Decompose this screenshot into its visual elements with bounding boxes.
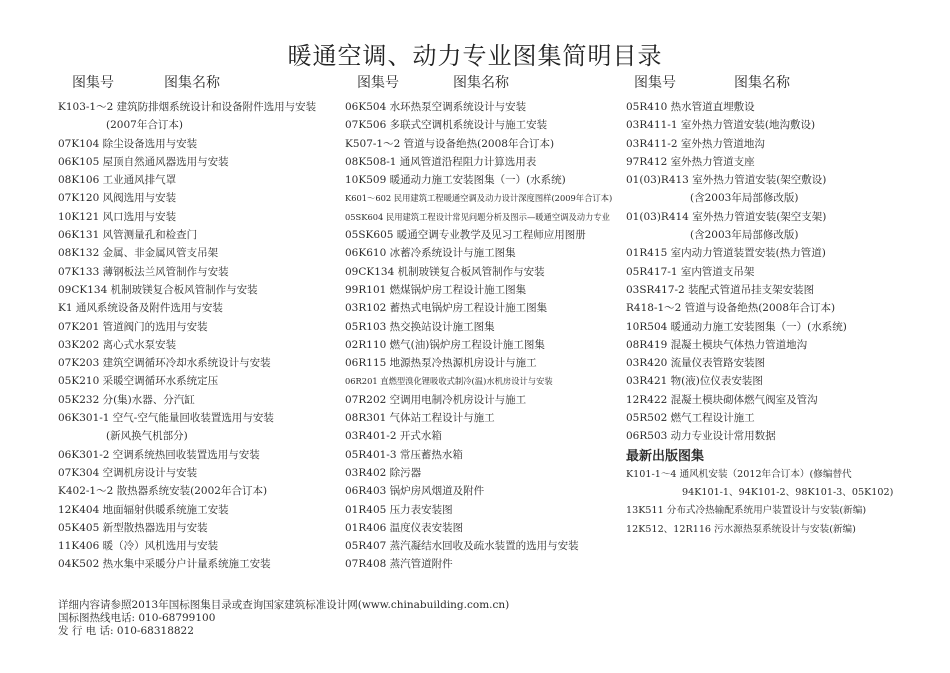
list-item: (2007年合订本) xyxy=(106,119,183,132)
list-item: 12K512、12R116 污水源热泵系统设计与安装(新编) xyxy=(626,523,856,535)
column-header xyxy=(345,72,630,92)
list-item: K1 通风系统设备及附件选用与安装 xyxy=(58,302,223,315)
list-item: 94K101-1、94K101-2、98K101-3、05K102) xyxy=(682,486,894,498)
list-item: 13K511 分布式冷热输配系统用户装置设计与安装(新编) xyxy=(626,505,867,517)
list-item: R418-1～2 管道与设备绝热(2008年合订本) xyxy=(626,302,836,315)
list-item: K601～602 民用建筑工程暖通空调及动力设计深度图样(2009年合订本) xyxy=(345,193,613,204)
list-item: 05R502 燃气工程设计施工 xyxy=(626,412,755,425)
list-item: 06R115 地源热泵冷热源机房设计与施工 xyxy=(345,357,537,370)
name-label: 图集名称 xyxy=(453,75,509,91)
list-item: 03R402 除污器 xyxy=(345,466,422,479)
list-item: 06K301-2 空调系统热回收装置选用与安装 xyxy=(58,448,260,461)
list-item: 01R415 室内动力管道装置安装(热力管道) xyxy=(626,247,826,260)
list-item: 05SK605 暖通空调专业教学及见习工程师应用图册 xyxy=(345,229,586,242)
catalog-list xyxy=(58,98,348,574)
list-item: 06K105 屋顶自然通风器选用与安装 xyxy=(58,155,229,168)
list-item: 07K133 薄钢板法兰风管制作与安装 xyxy=(58,265,229,278)
code-label: 图集号 xyxy=(72,75,114,91)
list-item: 07K201 管道阀门的选用与安装 xyxy=(58,320,208,333)
list-item: 06K610 冰蓄冷系统设计与施工图集 xyxy=(345,247,516,260)
code-label: 图集号 xyxy=(357,75,399,91)
column-header xyxy=(58,72,348,92)
list-item: 07R202 空调用电制冷机房设计与施工 xyxy=(345,393,527,406)
list-item: K507-1～2 管道与设备绝热(2008年合订本) xyxy=(345,137,555,150)
name-label: 图集名称 xyxy=(734,75,790,91)
list-item: 05R410 热水管道直埋敷设 xyxy=(626,101,755,113)
list-item: 01(03)R414 室外热力管道安装(架空支架) xyxy=(626,210,827,223)
list-item: 02R110 燃气(油)锅炉房工程设计施工图集 xyxy=(345,338,545,351)
list-item: K402-1～2 散热器系统安装(2002年合订本) xyxy=(58,485,268,498)
catalog-column-3 xyxy=(626,72,926,539)
list-item: 05R417-1 室内管道支吊架 xyxy=(626,265,755,278)
list-item: 10K121 风口选用与安装 xyxy=(58,210,177,223)
list-item: 01R406 温度仪表安装图 xyxy=(345,521,464,534)
list-item: 12R422 混凝土模块砌体燃气阀室及管沟 xyxy=(626,393,818,406)
page-title: 暖通空调、动力专业图集简明目录 xyxy=(287,42,663,70)
list-item: 05R103 热交换站设计施工图集 xyxy=(345,320,495,333)
code-label: 图集号 xyxy=(634,75,676,91)
list-item: 09CK134 机制玻镁复合板风管制作与安装 xyxy=(345,265,545,278)
name-label: 图集名称 xyxy=(164,75,220,91)
list-item: 06R201 直燃型溴化锂吸收式制冷(温)水机房设计与安装 xyxy=(345,376,553,387)
list-item: 03R421 物(液)位仪表安装图 xyxy=(626,375,763,388)
list-item: 97R412 室外热力管道支座 xyxy=(626,155,755,168)
list-item: (新风换气机部分) xyxy=(106,430,188,443)
catalog-column-1 xyxy=(58,72,348,574)
list-item: 06R503 动力专业设计常用数据 xyxy=(626,430,776,443)
list-item: 03R102 蓄热式电锅炉房工程设计施工图集 xyxy=(345,302,548,315)
list-item: K101-1～4 通风机安装（2012年合订本）(修编替代 xyxy=(626,468,852,480)
list-item: 06K131 风管测量孔和检查门 xyxy=(58,229,198,242)
list-item: 07K304 空调机房设计与安装 xyxy=(58,466,198,479)
list-item: 10K509 暖通动力施工安装图集（一）(水系统) xyxy=(345,174,566,187)
list-item: 04K502 热水集中采暖分户计量系统施工安装 xyxy=(58,558,271,571)
footer-reference: 详细内容请参照2013年国标图集目录或查询国家建筑标准设计网(www.chinabuilding.com.cn) xyxy=(58,599,510,611)
list-item: 03K202 离心式水泵安装 xyxy=(58,338,177,351)
list-item: 12K404 地面辐射供暖系统施工安装 xyxy=(58,503,229,516)
footer-sales-phone: 发 行 电 话: 010-68318822 xyxy=(58,625,194,637)
list-item: 08R301 气体站工程设计与施工 xyxy=(345,412,495,425)
list-item: 07K120 风阀选用与安装 xyxy=(58,192,177,205)
list-item: 09CK134 机制玻镁复合板风管制作与安装 xyxy=(58,283,258,296)
list-item: 07K104 除尘设备选用与安装 xyxy=(58,137,198,150)
list-item: 06K301-1 空气-空气能量回收装置选用与安装 xyxy=(58,412,274,425)
list-item: 03R411-1 室外热力管道安装(地沟敷设) xyxy=(626,119,816,132)
list-item: 05R401-3 常压蓄热水箱 xyxy=(345,448,463,461)
footer xyxy=(58,599,509,638)
list-item: 08K132 金属、非金属风管支吊架 xyxy=(58,247,219,260)
list-item: 05K232 分(集)水器、分汽缸 xyxy=(58,393,195,406)
list-item: 11K406 暖（冷）风机选用与安装 xyxy=(58,540,219,553)
list-item: 10R504 暖通动力施工安装图集（一）(水系统) xyxy=(626,320,847,333)
list-item: 08K508-1 通风管道沿程阻力计算选用表 xyxy=(345,155,537,168)
list-item: 06K504 水环热泵空调系统设计与安装 xyxy=(345,101,527,113)
list-item: 08R419 混凝土模块气体热力管道地沟 xyxy=(626,338,808,351)
list-item: (含2003年局部修改版) xyxy=(690,192,799,205)
new-publications-list xyxy=(626,466,926,539)
list-item: (含2003年局部修改版) xyxy=(690,229,799,242)
list-item: 06R403 锅炉房风烟道及附件 xyxy=(345,485,485,498)
list-item: 01R405 压力表安装图 xyxy=(345,503,453,516)
column-header xyxy=(626,72,926,92)
catalog-column-2 xyxy=(345,72,630,574)
list-item: 03R420 流量仪表管路安装图 xyxy=(626,357,766,370)
list-item: 05R407 蒸汽凝结水回收及疏水装置的选用与安装 xyxy=(345,540,579,553)
footer-hotline: 国标图热线电话: 010-68799100 xyxy=(58,612,216,624)
list-item: 08K106 工业通风排气罩 xyxy=(58,174,177,187)
list-item: 05K210 采暖空调循环水系统定压 xyxy=(58,375,219,388)
list-item: 99R101 燃煤锅炉房工程设计施工图集 xyxy=(345,283,527,296)
list-item: 05K405 新型散热器选用与安装 xyxy=(58,521,208,534)
catalog-list xyxy=(626,98,926,446)
list-item: 03SR417-2 装配式管道吊挂支架安装图 xyxy=(626,283,815,296)
list-item: K103-1～2 建筑防排烟系统设计和设备附件选用与安装 xyxy=(58,101,317,113)
list-item: 03R401-2 开式水箱 xyxy=(345,430,442,443)
list-item: 07R408 蒸汽管道附件 xyxy=(345,558,453,571)
list-item: 07K203 建筑空调循环冷却水系统设计与安装 xyxy=(58,357,271,370)
list-item: 03R411-2 室外热力管道地沟 xyxy=(626,137,765,150)
catalog-list xyxy=(345,98,630,574)
list-item: 01(03)R413 室外热力管道安装(架空敷设) xyxy=(626,174,827,187)
new-publications-heading: 最新出版图集 xyxy=(626,448,705,464)
list-item: 07K506 多联式空调机系统设计与施工安装 xyxy=(345,119,548,132)
list-item: 05SK604 民用建筑工程设计常见问题分析及图示—暖通空调及动力专业 xyxy=(345,211,610,222)
